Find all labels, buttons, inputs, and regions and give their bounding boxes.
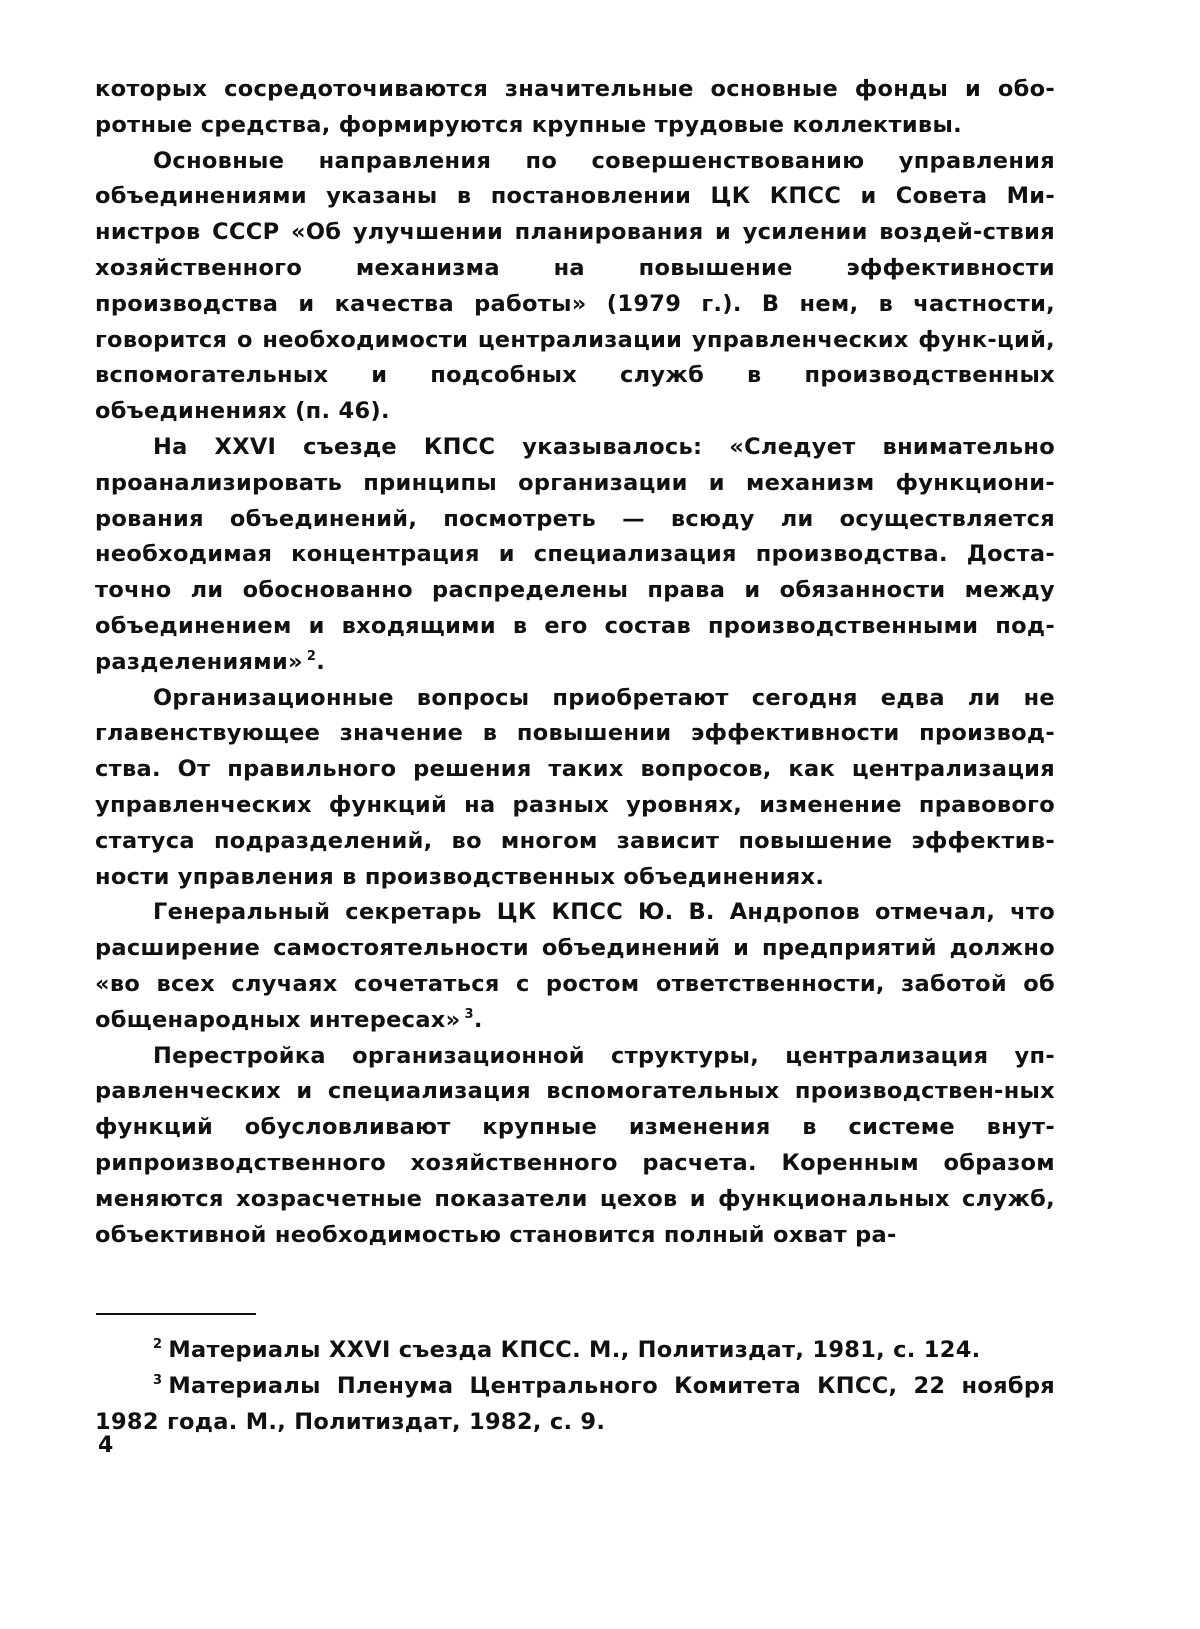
page-number: 4 [98,1433,114,1458]
paragraph-6-text: Перестройка организационной структуры, централизация уп-равленческих и специализация вспомогательных производствен-ных функций обусловливают крупные изменения в системе внут-рипроизводственного хозяйственного расчета. Коренным образом меняются хозрасчетные показатели цехов и функциональных служб, объективной необходимостью становится полный охват ра- [95,1042,1055,1248]
footnote-2 [95,1332,1055,1368]
footnote-separator [96,1313,256,1315]
paragraph-6 [95,1039,1055,1254]
footnote-3 [95,1368,1055,1440]
footnote-mark-2: 2 [153,1337,163,1352]
footnotes [95,1332,1055,1440]
page-body [95,72,1055,1253]
footnote-ref-2[interactable]: 2 [306,648,317,664]
paragraph-1-text: которых сосредоточиваются значительные основные фонды и обо-ротные средства, формируются крупные трудовые коллективы. [95,76,1055,138]
paragraph-5-text: Генеральный секретарь ЦК КПСС Ю. В. Андропов отмечал, что расширение самостоятельности объединений и предприятий должно «во всех случаях сочетаться с ростом ответственности, заботой об общенародных интересах» [95,899,1055,1033]
paragraph-5-end: . [473,1006,483,1033]
paragraph-4 [95,681,1055,896]
paragraph-3-text: На XXVI съезде КПСС указывалось: «Следует внимательно проанализировать принципы организации и механизм функциони-рования объединений, посмотреть — всюду ли осуществляется необходимая концентрация и специализация производства. Доста-точно ли обоснованно распределены права и обязанности между объединением и входящими в его состав производственными под-разделениями» [95,433,1055,675]
footnote-ref-3[interactable]: 3 [464,1006,474,1022]
paragraph-3-end: . [316,648,326,675]
paragraph-3 [95,430,1055,681]
footnote-3-text: Материалы Пленума Центрального Комитета КПСС, 22 ноября 1982 года. М., Политиздат, 1982, с. 9. [95,1373,1055,1435]
paragraph-1 [95,72,1055,144]
paragraph-2 [95,144,1055,430]
paragraph-4-text: Организационные вопросы приобретают сегодня едва ли не главенствующее значение в повышении эффективности производ-ства. От правильного решения таких вопросов, как централизация управленческих функций на разных уровнях, изменение правового статуса подразделений, во многом зависит повышение эффектив-ности управления в производственных объединениях. [95,684,1055,890]
footnote-2-text: Материалы XXVI съезда КПСС. М., Политиздат, 1981, с. 124. [168,1337,981,1363]
paragraph-2-text: Основные направления по совершенствованию управления объединениями указаны в постановлении ЦК КПСС и Совета Ми-нистров СССР «Об улучшении планирования и усилении воздей-ствия хозяйственного механизма на повышение эффективности производства и качества работы» (1979 г.). В нем, в частности, говорится о необходимости централизации управленческих функ-ций, вспомогательных и подсобных служб в производственных объединениях (п. 46). [95,147,1055,425]
paragraph-5 [95,895,1055,1038]
footnote-mark-3: 3 [153,1373,163,1388]
